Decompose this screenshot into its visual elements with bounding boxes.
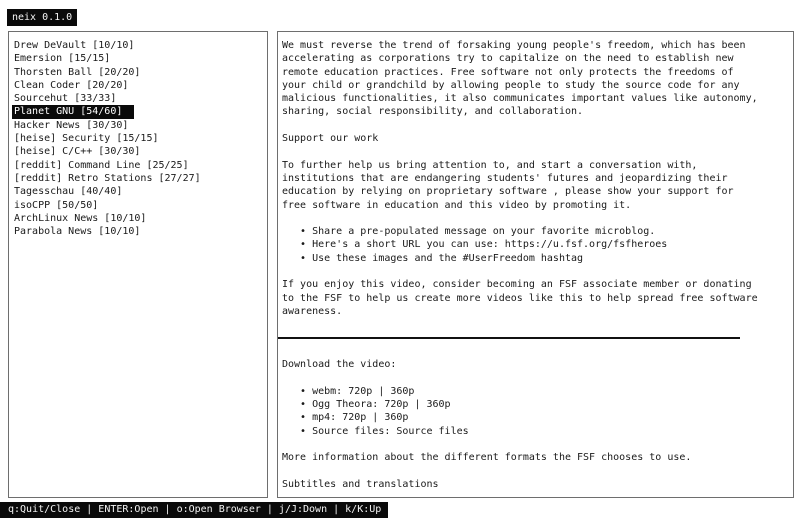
feed-item-label: [reddit] Retro Stations [27/27] <box>14 172 201 184</box>
article-blank-line <box>282 465 789 478</box>
feed-item[interactable] <box>14 119 263 132</box>
article-line: • Here's a short URL you can use: https://u.fsf.org/fsfheroes <box>282 239 668 251</box>
article-line: accelerating as corporations try to capitalize on the need to establish new <box>282 53 734 65</box>
feed-item[interactable] <box>14 105 263 118</box>
feed-item[interactable] <box>14 39 263 52</box>
article-blank-line <box>282 212 789 225</box>
feed-item[interactable] <box>14 159 263 172</box>
feed-list <box>14 39 263 238</box>
article-line: Subtitles and translations <box>282 478 439 490</box>
article-line: sharing, social responsibility, and collaboration. <box>282 106 584 118</box>
article-line: Download the video: <box>282 359 397 371</box>
article-line: remote education practices. Free software not only protects the freedoms of <box>282 66 734 78</box>
article-line: We must reverse the trend of forsaking young people's freedom, which has been <box>282 40 746 51</box>
feed-item[interactable] <box>14 172 263 185</box>
status-bar <box>0 502 388 518</box>
article-line: education by relying on proprietary software , please show your support for <box>282 186 734 198</box>
feed-item[interactable] <box>14 199 263 212</box>
feed-item[interactable] <box>14 225 263 238</box>
article-line: • Use these images and the #UserFreedom hashtag <box>282 252 584 264</box>
feed-item-label: Clean Coder [20/20] <box>14 79 129 91</box>
divider-rule <box>278 337 740 339</box>
feed-item-label: Thorsten Ball [20/20] <box>14 66 141 78</box>
feed-item-label: [reddit] Command Line [25/25] <box>14 159 189 171</box>
article-line: • Ogg Theora: 720p | 360p <box>282 399 451 411</box>
article-line: institutions that are endangering students' futures and jeopardizing their <box>282 172 728 184</box>
status-bar-keybinds: q:Quit/Close | ENTER:Open | o:Open Browser | j/J:Down | k/K:Up <box>8 504 382 515</box>
article-line: awareness. <box>282 305 343 317</box>
article-line: If you enjoy this video, consider becoming an FSF associate member or donating <box>282 279 752 291</box>
app-title: neix 0.1.0 <box>7 9 77 26</box>
article-line: • Source files: Source files <box>282 425 469 437</box>
article-panel[interactable] <box>277 31 794 498</box>
article-blank-line <box>282 119 789 132</box>
feed-item[interactable] <box>14 212 263 225</box>
article-blank-line <box>282 371 789 384</box>
article-blank-line <box>282 265 789 278</box>
feed-item-label: isoCPP [50/50] <box>14 199 99 211</box>
feed-item-label: [heise] Security [15/15] <box>14 133 159 145</box>
feed-item[interactable] <box>14 79 263 92</box>
feed-item[interactable] <box>14 145 263 158</box>
feed-item[interactable] <box>14 52 263 65</box>
feed-item-label: Drew DeVault [10/10] <box>14 40 135 51</box>
feed-item[interactable] <box>14 185 263 198</box>
article-divider <box>282 332 789 345</box>
feed-item[interactable] <box>14 132 263 145</box>
article-line: To further help us bring attention to, and start a conversation with, <box>282 159 698 171</box>
feed-item[interactable] <box>14 66 263 79</box>
feed-item-label: Sourcehut [33/33] <box>14 93 117 105</box>
article-blank-line <box>282 145 789 158</box>
article-line: Support our work <box>282 133 379 145</box>
feed-item-label-selected: Planet GNU [54/60] <box>12 105 134 118</box>
feed-item-label: Hacker News [30/30] <box>14 119 129 131</box>
article-line: to the FSF to help us create more videos like this to help spread free software <box>282 292 758 304</box>
article-content <box>282 39 789 491</box>
article-line: • mp4: 720p | 360p <box>282 412 409 424</box>
article-line: malicious functionalities, it also communicates important values like autonomy, <box>282 93 758 105</box>
article-blank-line <box>282 318 789 331</box>
article-blank-line <box>282 345 789 358</box>
feed-item-label: Tagesschau [40/40] <box>14 186 123 198</box>
article-line: • Share a pre-populated message on your favorite microblog. <box>282 226 656 238</box>
feed-item[interactable] <box>14 92 263 105</box>
feed-item-label: [heise] C/C++ [30/30] <box>14 146 141 158</box>
feed-list-panel <box>8 31 268 498</box>
article-line: More information about the different formats the FSF chooses to use. <box>282 452 692 464</box>
article-blank-line <box>282 438 789 451</box>
article-line: free software in education and this video by promoting it. <box>282 199 632 211</box>
feed-item-label: Parabola News [10/10] <box>14 226 141 238</box>
feed-item-label: Emersion [15/15] <box>14 53 111 65</box>
article-line: your child or grandchild by allowing people to study the source code for any <box>282 79 740 91</box>
article-line: • webm: 720p | 360p <box>282 385 415 397</box>
feed-item-label: ArchLinux News [10/10] <box>14 212 147 224</box>
